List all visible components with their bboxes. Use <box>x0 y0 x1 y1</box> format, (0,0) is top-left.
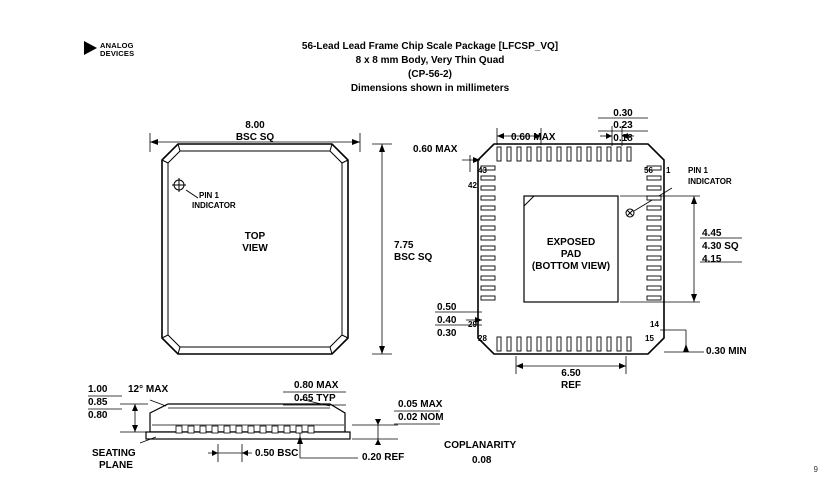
exposed-pad-label-line3: (BOTTOM VIEW) <box>531 261 611 272</box>
lead-pitch-max: 0.30 <box>613 108 633 119</box>
pin-number-15: 15 <box>645 334 654 343</box>
pin-number-42: 42 <box>468 181 477 190</box>
pin-number-14: 14 <box>650 320 659 329</box>
min-clearance-label: 0.30 MIN <box>706 346 747 357</box>
lead-length-max: 0.50 <box>437 302 457 313</box>
pin-number-56: 56 <box>644 166 653 175</box>
height-min: 0.80 <box>88 410 108 421</box>
body-dim-label: 6.50 <box>561 368 581 379</box>
standoff-max: 0.05 MAX <box>398 399 443 410</box>
top-view-label-line1: TOP <box>244 231 266 242</box>
coplanarity-label: COPLANARITY <box>444 440 517 451</box>
logo-line2: DEVICES <box>100 49 135 58</box>
title-line-1: 56-Lead Lead Frame Chip Scale Package [LFCSP_VQ] <box>301 41 559 52</box>
lead-angle-label: 12° MAX <box>128 384 169 395</box>
pin-number-43: 43 <box>478 166 487 175</box>
page-number: 9 <box>813 465 818 474</box>
coplanarity-value: 0.08 <box>472 455 492 466</box>
title-line-2: 8 x 8 mm Body, Very Thin Quad <box>355 55 505 66</box>
top-view-width-dim-suffix: BSC SQ <box>235 132 275 143</box>
lead-thickness-label: 0.20 REF <box>362 452 405 463</box>
lead-length-nom: 0.40 <box>437 315 457 326</box>
top-view-height-dim: 7.75 <box>394 240 414 251</box>
body-thickness-max-label: 0.60 MAX <box>413 144 458 155</box>
pad-dim-min: 4.15 <box>702 254 722 265</box>
body-dim-ref-label: REF <box>561 380 581 391</box>
logo-line1: ANALOG <box>100 41 134 50</box>
pad-dim-nom: 4.30 SQ <box>702 241 739 252</box>
lead-pitch-nom: 0.23 <box>613 120 633 131</box>
height-max: 1.00 <box>88 384 108 395</box>
title-line-3: (CP-56-2) <box>408 69 452 80</box>
top-view-pin1-label-line2: INDICATOR <box>192 201 236 210</box>
pin-number-29: 29 <box>468 320 477 329</box>
pin-number-1: 1 <box>666 166 671 175</box>
standoff-nom: 0.02 NOM <box>398 412 444 423</box>
lead-length-min: 0.30 <box>437 328 457 339</box>
bottom-view-pin1-label-line2: INDICATOR <box>688 177 732 186</box>
seating-plane-label-line1: SEATING <box>92 448 136 459</box>
top-view-pin1-label-line1: PIN 1 <box>199 191 220 200</box>
exposed-pad-label-line1: EXPOSED <box>546 237 596 248</box>
bottom-view-pin1-label-line1: PIN 1 <box>688 166 709 175</box>
top-view-label-line2: VIEW <box>242 243 268 254</box>
title-line-4: Dimensions shown in millimeters <box>350 83 510 94</box>
pin-number-28: 28 <box>478 334 487 343</box>
top-view-width-dim: 8.00 <box>245 120 265 131</box>
exposed-pad-label-line2: PAD <box>560 249 582 260</box>
pitch-label: 0.50 BSC <box>255 448 299 459</box>
pad-dim-max: 4.45 <box>702 228 722 239</box>
lead-dim-max: 0.80 MAX <box>294 380 339 391</box>
height-nom: 0.85 <box>88 397 108 408</box>
lead-pitch-min: 0.18 <box>613 133 633 144</box>
lead-dim-typ: 0.65 TYP <box>294 393 336 404</box>
top-view-height-dim-suffix: BSC SQ <box>394 252 433 263</box>
seating-plane-label-line2: PLANE <box>99 460 133 471</box>
lead-width-max-label: 0.60 MAX <box>511 132 556 143</box>
